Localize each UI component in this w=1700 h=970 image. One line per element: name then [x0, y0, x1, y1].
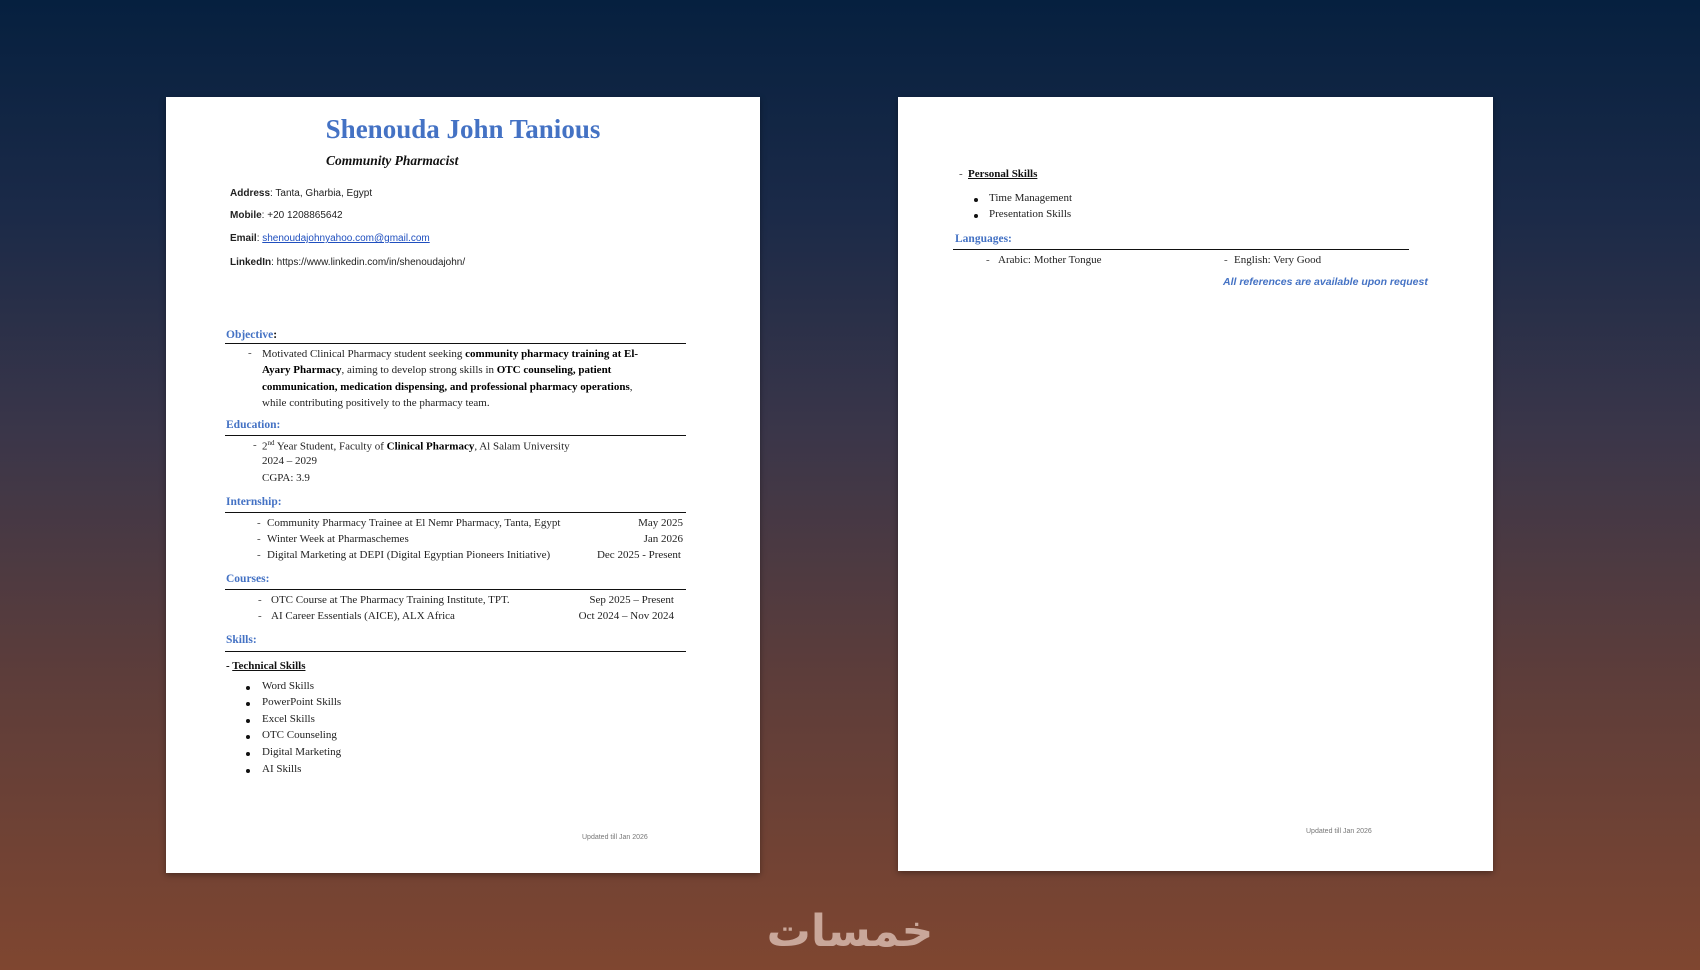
objective-heading-colon: : [273, 329, 278, 341]
objective-bold-1: community pharmacy training at El-Ayary Pharmacy [262, 348, 639, 377]
education-dash: - [253, 439, 257, 451]
mobile-label: Mobile [230, 210, 262, 221]
course-date: Sep 2025 – Present [589, 594, 674, 606]
technical-skills-heading [226, 660, 305, 672]
khamsat-logo-text: خمسات [766, 906, 934, 956]
objective-heading-text: Objective [226, 329, 274, 341]
objective-heading [226, 329, 277, 341]
bullet-icon [246, 686, 250, 690]
skill-item: PowerPoint Skills [262, 696, 342, 708]
address-label: Address [230, 188, 271, 199]
contact-address [230, 188, 372, 199]
skill-item: OTC Counseling [262, 729, 337, 741]
internship-date: Jan 2026 [643, 533, 683, 545]
course-dash: - [258, 610, 262, 622]
technical-skills-label: Technical Skills [232, 660, 306, 672]
bullet-icon [246, 735, 250, 739]
internship-dash: - [257, 549, 261, 561]
internship-dash: - [257, 517, 261, 529]
objective-dash: - [248, 347, 252, 359]
languages-rule [953, 249, 1409, 250]
bullet-icon [246, 752, 250, 756]
personal-skill-item: Time Management [989, 192, 1072, 204]
education-year-num: 2 [262, 440, 268, 453]
course-title: OTC Course at The Pharmacy Training Institute, TPT. [271, 594, 510, 606]
candidate-name: Shenouda John Tanious [325, 114, 601, 144]
bullet-icon [974, 198, 978, 202]
bullet-icon [246, 702, 250, 706]
personal-skills-dash: - [959, 168, 963, 180]
internship-rule [225, 512, 686, 513]
personal-skill-item: Presentation Skills [989, 208, 1072, 220]
candidate-role: Community Pharmacist [326, 153, 459, 168]
education-heading: Education: [226, 419, 281, 431]
objective-text [262, 346, 644, 411]
references-note: All references are available upon request [1223, 276, 1428, 288]
courses-rule [225, 589, 686, 590]
objective-text-3: , while contributing positively to the pharmacy team. [262, 380, 633, 409]
language-dash: - [986, 254, 990, 266]
course-date: Oct 2024 – Nov 2024 [578, 610, 674, 622]
education-university: , Al Salam University [474, 440, 570, 453]
skills-rule [225, 651, 686, 652]
skill-item: Word Skills [262, 680, 314, 692]
course-title: AI Career Essentials (AICE), ALX Africa [271, 610, 455, 622]
education-years: 2024 – 2029 [262, 455, 317, 467]
language-dash: - [1224, 254, 1228, 266]
internship-title: Digital Marketing at DEPI (Digital Egyptian Pioneers Initiative) [267, 549, 551, 561]
bullet-icon [974, 214, 978, 218]
education-degree [262, 439, 570, 453]
khamsat-logo [745, 900, 955, 956]
contact-linkedin [230, 257, 465, 268]
language-item: Arabic: Mother Tongue [998, 254, 1102, 266]
objective-text-2: , aiming to develop strong skills in [341, 364, 497, 377]
education-faculty: Clinical Pharmacy [386, 440, 475, 453]
skills-heading: Skills: [226, 634, 257, 646]
objective-text-1: Motivated Clinical Pharmacy student seeking [262, 348, 466, 360]
page2-footer: Updated till Jan 2026 [1306, 828, 1372, 835]
internship-title: Community Pharmacy Trainee at El Nemr Pharmacy, Tanta, Egypt [267, 517, 561, 529]
education-text-a: Year Student, Faculty of [274, 440, 387, 453]
contact-mobile [230, 210, 343, 221]
contact-email [230, 233, 430, 244]
mobile-value: : +20 1208865642 [261, 210, 343, 221]
bullet-icon [246, 769, 250, 773]
internship-title: Winter Week at Pharmaschemes [267, 533, 409, 545]
bullet-icon [246, 719, 250, 723]
personal-skills-heading: Personal Skills [968, 168, 1038, 180]
email-separator: : [256, 233, 263, 244]
objective-rule [225, 343, 686, 344]
linkedin-value: : https://www.linkedin.com/in/shenoudajohn/ [271, 257, 466, 268]
course-dash: - [258, 594, 262, 606]
education-year-sup: nd [267, 439, 275, 447]
language-item: English: Very Good [1234, 254, 1322, 266]
languages-heading: Languages: [955, 233, 1012, 245]
education-gpa: CGPA: 3.9 [262, 472, 310, 484]
internship-heading: Internship: [226, 496, 282, 508]
internship-date: Dec 2025 - Present [596, 549, 681, 561]
education-rule [225, 435, 686, 436]
objective-bold-2: OTC counseling, patient communication, medication dispensing, and professional pharmacy operations [262, 364, 630, 393]
internship-dash: - [257, 533, 261, 545]
skill-item: AI Skills [262, 763, 302, 775]
email-label: Email [230, 233, 257, 244]
address-value: : Tanta, Gharbia, Egypt [270, 188, 373, 199]
courses-heading: Courses: [226, 573, 270, 585]
skill-item: Excel Skills [262, 713, 315, 725]
linkedin-label: LinkedIn [230, 257, 272, 268]
technical-skills-prefix: - [226, 660, 233, 672]
resume-page-1 [166, 97, 760, 873]
page1-footer: Updated till Jan 2026 [582, 834, 648, 841]
skill-item: Digital Marketing [262, 746, 342, 758]
resume-page-2 [898, 97, 1493, 871]
email-link[interactable]: shenoudajohnyahoo.com@gmail.com [262, 233, 430, 244]
internship-date: May 2025 [638, 517, 683, 529]
